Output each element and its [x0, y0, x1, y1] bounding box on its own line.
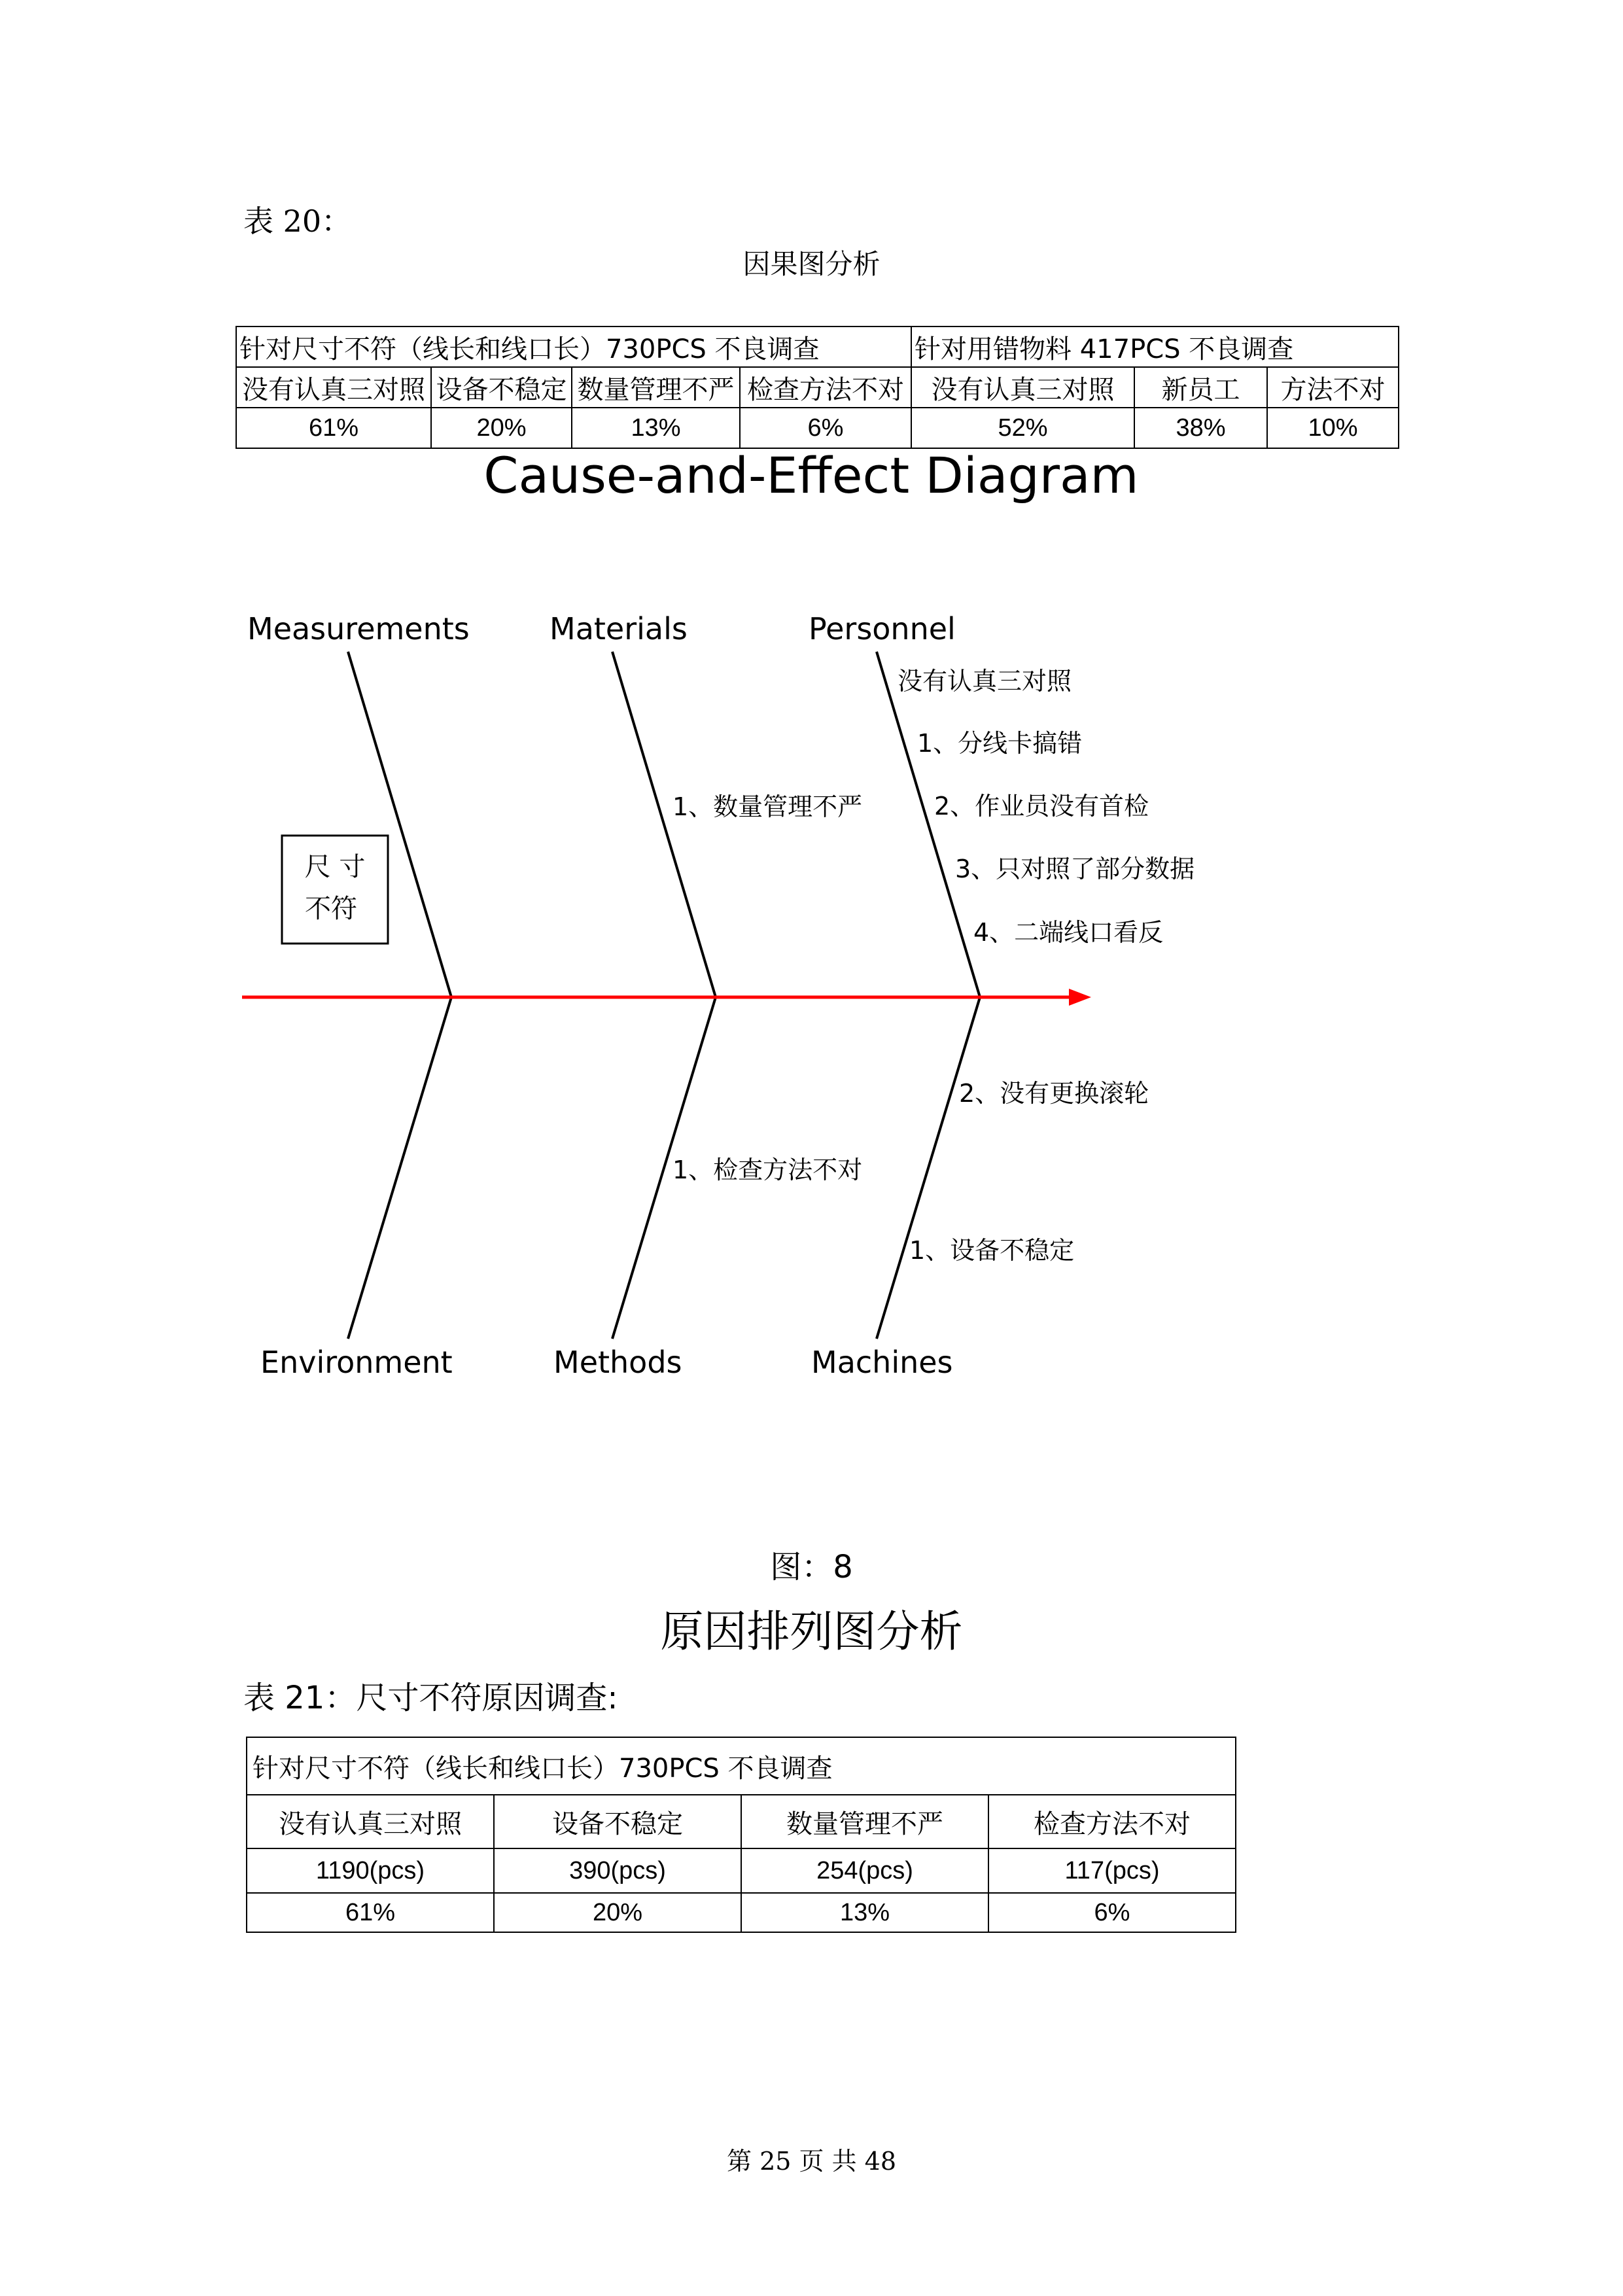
table20-column: 设备不稳定 [431, 367, 572, 408]
pareto-title: 原因排列图分析 [660, 1606, 963, 1657]
table20-header-left: 针对尺寸不符（线长和线口长）730PCS 不良调查 [236, 327, 911, 367]
cause-item: 1、分线卡搞错 [917, 729, 1083, 758]
cause-item: 没有认真三对照 [898, 667, 1072, 696]
table20-value: 10% [1267, 408, 1399, 448]
effect-line: 不符 [305, 894, 357, 924]
bone-environment [348, 997, 451, 1339]
cause-item: 2、作业员没有首检 [934, 792, 1149, 821]
table21-header: 针对尺寸不符（线长和线口长）730PCS 不良调查 [247, 1737, 1236, 1795]
category-machines: Machines [811, 1345, 953, 1380]
page-footer: 第 25 页 共 48 [726, 2147, 897, 2176]
table20-header-right: 针对用错物料 417PCS 不良调查 [911, 327, 1399, 367]
category-environment: Environment [260, 1345, 453, 1380]
table21-column: 检查方法不对 [988, 1795, 1236, 1848]
table21-percent: 20% [494, 1893, 741, 1932]
bone-materials [612, 652, 716, 997]
table20-value: 6% [740, 408, 911, 448]
cause-item: 4、二端线口看反 [973, 918, 1164, 947]
table20-value: 52% [911, 408, 1134, 448]
diagram-title: Cause-and-Effect Diagram [483, 451, 1139, 504]
table20-value: 20% [431, 408, 572, 448]
table20 [236, 326, 1399, 449]
table21-percent: 13% [741, 1893, 988, 1932]
table21-count: 390(pcs) [494, 1848, 741, 1893]
table20-label: 表 20： [243, 203, 352, 239]
table20-title: 因果图分析 [742, 248, 881, 280]
table20-value: 38% [1134, 408, 1267, 448]
table20-column: 没有认真三对照 [911, 367, 1134, 408]
cause-item: 1、设备不稳定 [909, 1236, 1075, 1265]
table21-count: 117(pcs) [988, 1848, 1236, 1893]
table20-column: 没有认真三对照 [236, 367, 431, 408]
table20-value: 61% [236, 408, 431, 448]
cause-item: 2、没有更换滚轮 [959, 1079, 1149, 1108]
table21-count: 254(pcs) [741, 1848, 988, 1893]
bone-personnel [877, 652, 980, 997]
category-materials: Materials [550, 611, 688, 646]
table21-column: 数量管理不严 [741, 1795, 988, 1848]
category-measurements: Measurements [247, 611, 470, 646]
bone-measurements [348, 652, 451, 997]
effect-line: 尺 寸 [304, 852, 366, 882]
table21-percent: 6% [988, 1893, 1236, 1932]
table20-column: 检查方法不对 [740, 367, 911, 408]
cause-item: 1、数量管理不严 [672, 792, 863, 821]
table20-column: 新员工 [1134, 367, 1267, 408]
table20-value: 13% [572, 408, 740, 448]
table21-column: 设备不稳定 [494, 1795, 741, 1848]
fishbone-diagram [0, 451, 1623, 1420]
spine-arrowhead [1069, 989, 1091, 1006]
bone-machines [877, 997, 980, 1339]
table21-label: 表 21：尺寸不符原因调查: [243, 1680, 618, 1716]
cause-item: 3、只对照了部分数据 [955, 855, 1195, 883]
category-personnel: Personnel [809, 611, 956, 646]
category-methods: Methods [553, 1345, 682, 1380]
table21-count: 1190(pcs) [247, 1848, 494, 1893]
table21-percent: 61% [247, 1893, 494, 1932]
figure-label: 图：8 [770, 1549, 853, 1585]
table21-column: 没有认真三对照 [247, 1795, 494, 1848]
table21 [246, 1737, 1236, 1933]
table20-column: 数量管理不严 [572, 367, 740, 408]
table20-column: 方法不对 [1267, 367, 1399, 408]
cause-item: 1、检查方法不对 [672, 1156, 863, 1184]
